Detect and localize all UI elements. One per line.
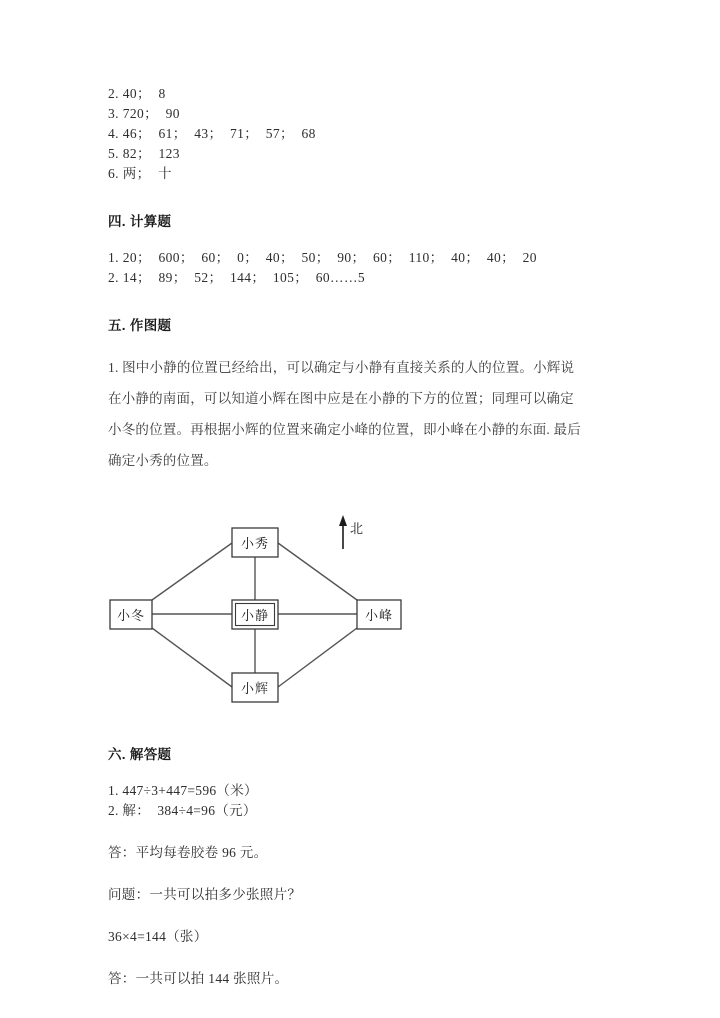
position-diagram-svg xyxy=(108,506,620,721)
paragraph-line: 小冬的位置。再根据小辉的位置来确定小峰的位置，即小峰在小静的东面. 最后 xyxy=(108,422,581,437)
document-content xyxy=(108,84,620,989)
answer-line: 5. 82； 123 xyxy=(108,146,180,161)
section-heading-solution: 六. 解答题 xyxy=(108,747,172,762)
edge-xiu-feng xyxy=(278,543,357,600)
position-diagram xyxy=(108,506,620,721)
edge-hui-feng xyxy=(278,628,357,687)
paragraph-line: 确定小秀的位置。 xyxy=(108,453,218,468)
calculation-line: 1. 20； 600； 60； 0； 40； 50； 90； 60； 110； 40； 40； 20 xyxy=(108,250,537,265)
calculation-answers xyxy=(108,248,620,288)
calculation-line: 2. 14； 89； 52； 144； 105； 60……5 xyxy=(108,270,365,285)
answer-line: 3. 720； 90 xyxy=(108,106,180,121)
edge-dong-xiu xyxy=(152,543,232,600)
north-arrow-head xyxy=(339,515,347,526)
solution-answer-1: 答：平均每卷胶卷 96 元。 xyxy=(108,845,268,860)
answer-line: 4. 46； 61； 43； 71； 57； 68 xyxy=(108,126,316,141)
node-label-xiaofeng: 小峰 xyxy=(364,608,394,623)
answer-key-list xyxy=(108,84,620,184)
edge-dong-hui xyxy=(152,628,232,687)
answer-line: 6. 两； 十 xyxy=(108,166,172,181)
node-label-xiaohui: 小辉 xyxy=(240,681,270,696)
paragraph-line: 在小静的南面，可以知道小辉在图中应是在小静的下方的位置；同理可以确定 xyxy=(108,391,574,406)
paragraph-line: 1. 图中小静的位置已经给出，可以确定与小静有直接关系的人的位置。小辉说 xyxy=(108,360,575,375)
solution-line-2: 2. 解： 384÷4=96（元） xyxy=(108,803,257,818)
answer-line: 2. 40； 8 xyxy=(108,86,166,101)
node-label-xiaodong: 小冬 xyxy=(116,608,146,623)
solution-answer-2: 答：一共可以拍 144 张照片。 xyxy=(108,971,289,986)
solution-question-1: 问题：一共可以拍多少张照片？ xyxy=(108,887,302,902)
compass-label-north: 北 xyxy=(350,521,364,536)
section-heading-calculation: 四. 计算题 xyxy=(108,214,172,229)
solution-line-1: 1. 447÷3+447=596（米） xyxy=(108,783,258,798)
node-label-xiaojing: 小静 xyxy=(240,608,270,623)
section-heading-drawing: 五. 作图题 xyxy=(108,318,172,333)
solution-block xyxy=(108,781,620,989)
north-arrow-icon xyxy=(339,515,347,549)
solution-calc-1: 36×4=144（张） xyxy=(108,929,208,944)
drawing-explanation-paragraph xyxy=(108,352,620,476)
node-label-xiaoxiu: 小秀 xyxy=(240,536,270,551)
